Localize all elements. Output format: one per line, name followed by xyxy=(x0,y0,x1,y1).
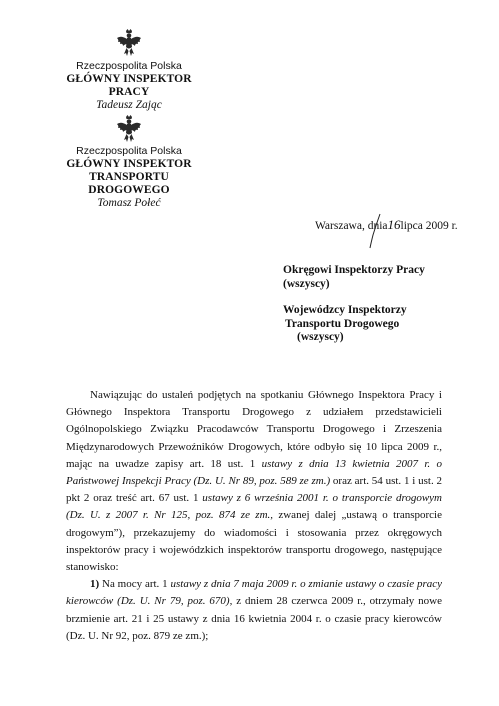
eagle-emblem-icon xyxy=(116,29,142,57)
issuer-office-line2: TRANSPORTU DROGOWEGO xyxy=(88,171,170,196)
body-citation: ustawy z 6 września 2001 r. o transporcie drogowym (Dz. U. z 2007 r. Nr 125, poz. 874 ze zm., xyxy=(66,492,443,522)
issuer-person: Tomasz Połeć xyxy=(97,197,161,209)
addressee-line: Transportu Drogowego xyxy=(285,317,400,330)
handwritten-stroke-icon xyxy=(366,213,386,249)
date-day: 16 xyxy=(387,217,401,232)
addressee-transport xyxy=(283,304,407,345)
issuer-office: GŁÓWNY INSPEKTOR PRACY xyxy=(66,73,192,98)
date-prefix: Warszawa, dnia xyxy=(315,220,388,232)
body-paragraph xyxy=(66,576,442,645)
addressee-line: (wszyscy) xyxy=(297,331,344,343)
addressee-line: Wojewódzcy Inspektorzy xyxy=(283,304,407,316)
addressee-line: (wszyscy) xyxy=(283,277,330,290)
issuer-block-transport xyxy=(54,145,204,210)
body-text: Na mocy art. 1 xyxy=(102,578,168,591)
addressee-line: Okręgowi Inspektorzy Pracy xyxy=(283,264,425,276)
date-suffix: lipca 2009 r. xyxy=(400,220,458,232)
body-text: zwanej dalej „ustawą o transporcie drogowym”), przekazujemy do wiadomości i stosowania przez okręgowych inspektorów pracy i wojewódzkich inspektorów transportu drogowego, następujące stanowisko: xyxy=(66,509,442,574)
issuer-office-line1: GŁÓWNY INSPEKTOR xyxy=(66,158,192,170)
letter-date xyxy=(315,217,458,233)
list-number: 1) xyxy=(90,578,100,591)
letter-body xyxy=(66,387,442,645)
body-paragraph xyxy=(66,387,442,576)
issuer-person: Tadeusz Zając xyxy=(96,99,162,111)
addressee-labour xyxy=(283,264,425,291)
eagle-emblem-icon xyxy=(116,115,142,143)
body-text: z dniem 28 czerwca 2009 r., otrzymały nowe brzmienie art. 21 i 25 ustawy z dnia 16 kwietnia 2004 r. o czasie pracy kierowców (Dz. U. Nr 92, poz. 879 ze zm.); xyxy=(66,595,442,642)
body-text: oraz art. 54 ust. 1 i ust. 2 pkt 2 oraz treść art. 67 ust. 1 xyxy=(66,475,442,505)
issuer-country: Rzeczpospolita Polska xyxy=(76,145,182,157)
body-citation: ustawy z dnia 7 maja 2009 r. o zmianie ustawy o czasie pracy kierowców (Dz. U. Nr 79, poz. 670), xyxy=(66,578,442,608)
issuer-country: Rzeczpospolita Polska xyxy=(76,60,182,72)
body-citation: ustawy z dnia 13 kwietnia 2007 r. o Państwowej Inspekcji Pracy (Dz. U. Nr 89, poz. 589 ze zm.) xyxy=(66,457,442,488)
issuer-block-labour xyxy=(64,60,194,112)
body-text: Nawiązując do ustaleń podjętych na spotkaniu Głównego Inspektora Pracy i Głównego Inspektora Transportu Drogowego z udziałem przedstawicieli Ogólnopolskiego Związku Pracodawców Transportu Drogowego i Zrzeszenia Międzynarodowych Przewoźników Drogowych, które odbyło się 10 lipca 2009 r., mając na uwadze zapisy art. 18 ust. 1 xyxy=(66,389,442,470)
